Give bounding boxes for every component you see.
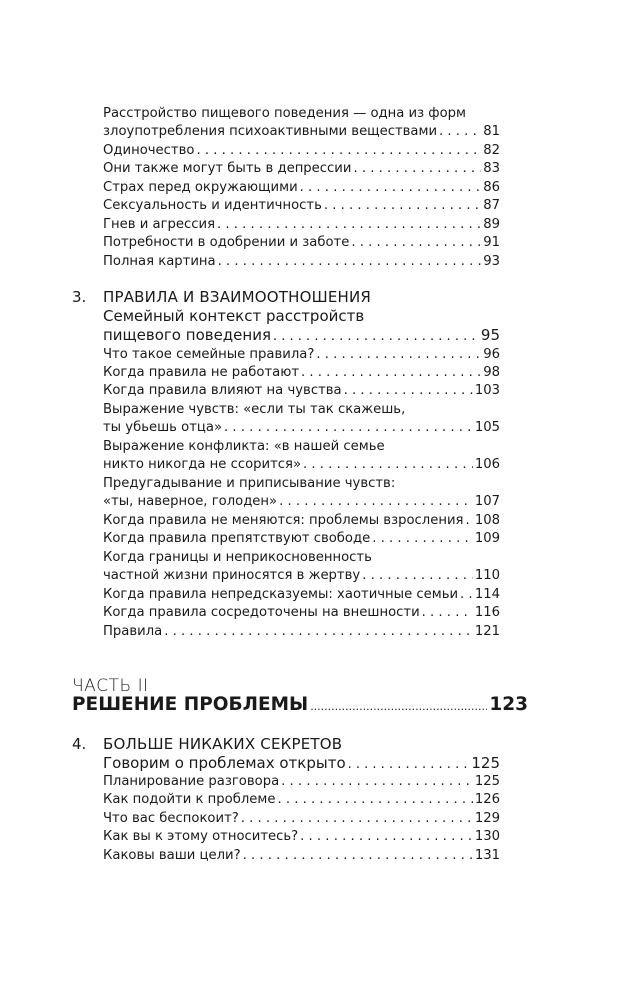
- toc-entry-page: 116: [474, 605, 500, 620]
- chapter-subtitle-line2: пищевого поведения: [103, 325, 271, 344]
- toc-entry: [103, 216, 500, 234]
- dot-leader: [243, 847, 473, 865]
- dot-leader: [218, 253, 482, 271]
- toc-entry-title: злоупотребления психоактивными веществами: [103, 124, 438, 140]
- toc-entry: [103, 160, 500, 178]
- dot-leader: [348, 756, 470, 775]
- part-label: ЧАСТЬ II: [72, 676, 149, 696]
- chapter-number: 3.: [72, 288, 87, 306]
- toc-entry-title: Одиночество: [103, 143, 195, 158]
- dot-leader: [422, 604, 473, 622]
- toc-entry: [103, 253, 500, 271]
- toc-entry-title: Когда правила не работают: [103, 365, 299, 380]
- toc-entry: [103, 847, 500, 865]
- dot-leader: [460, 586, 473, 604]
- toc-entry-page: 121: [474, 624, 500, 639]
- toc-entry-page: 114: [474, 587, 500, 602]
- dot-leader: [277, 791, 472, 809]
- dot-leader: [281, 773, 473, 791]
- toc-entry-page: 109: [474, 531, 500, 546]
- toc-entry-page: 126: [474, 792, 500, 807]
- toc-entry-page: 86: [483, 180, 500, 195]
- toc-entry-title-line1: Расстройство пищевого поведения — одна из форм: [103, 106, 466, 121]
- toc-entry: [103, 105, 500, 142]
- dot-leader: [217, 216, 481, 234]
- dot-leader: [300, 828, 473, 846]
- toc-entry-title: Полная картина: [103, 254, 216, 269]
- chapter-number: 4.: [72, 735, 87, 753]
- toc-entry-page: 110: [474, 568, 500, 584]
- toc-entry-page: 89: [483, 217, 500, 232]
- toc-entry-page: 107: [474, 494, 500, 510]
- toc-entry-title: Сексуальность и идентичность: [103, 198, 322, 213]
- toc-entry: [103, 179, 500, 197]
- toc-entry: [103, 346, 500, 364]
- chapter-subtitle-text: Говорим о проблемах открыто: [103, 754, 346, 772]
- chapter-page: 125: [471, 754, 500, 772]
- toc-entry-title: Когда правила не меняются: проблемы взросления: [103, 513, 464, 528]
- toc-entry-title: Когда правила влияют на чувства: [103, 383, 342, 398]
- chapter-page: 95: [480, 325, 500, 344]
- dot-leader: [372, 530, 473, 548]
- toc-entry-page: 108: [474, 513, 500, 528]
- chapter-title: БОЛЬШЕ НИКАКИХ СЕКРЕТОВ: [103, 735, 343, 753]
- toc-entry-title: Каковы ваши цели?: [103, 848, 241, 863]
- chapter-title: ПРАВИЛА И ВЗАИМООТНОШЕНИЯ: [103, 288, 372, 306]
- dot-leader: [351, 234, 481, 252]
- dot-leader: [344, 382, 473, 400]
- dot-leader: [241, 810, 473, 828]
- toc-entry: [103, 382, 500, 400]
- dot-leader: [303, 456, 473, 474]
- toc-entry-title: Что вас беспокоит?: [103, 811, 239, 826]
- toc-entry: [103, 604, 500, 622]
- toc-entry-page: 83: [483, 161, 500, 176]
- toc-entry-title: «ты, наверное, голоден»: [103, 494, 278, 510]
- dot-leader: [362, 567, 473, 585]
- toc-entry-title: Правила: [103, 624, 163, 639]
- toc-entry-page: 105: [474, 420, 500, 436]
- chapter-subtitle-line1: Семейный контекст расстройств: [103, 307, 365, 325]
- toc-entry-page: 103: [474, 383, 500, 398]
- toc-entry-title: Когда правила препятствуют свободе: [103, 531, 371, 546]
- toc-entry: [103, 586, 500, 604]
- toc-entry-title: Страх перед окружающими: [103, 180, 298, 195]
- dot-leader: [164, 623, 473, 641]
- toc-entry-page: 81: [483, 124, 500, 140]
- dot-leader: [465, 512, 472, 530]
- dot-leader: [273, 328, 479, 347]
- toc-entry: [103, 234, 500, 252]
- toc-entry-page: 87: [483, 198, 500, 213]
- toc-entry-page: 106: [474, 457, 500, 473]
- toc-entry: [103, 623, 500, 641]
- dot-leader: [301, 364, 481, 382]
- toc-entry: [103, 364, 500, 382]
- chapter-3-heading: [72, 288, 500, 348]
- toc-entry-title: Когда правила сосредоточены на внешности: [103, 605, 420, 620]
- toc-entry: [103, 530, 500, 548]
- toc-entry: [103, 828, 500, 846]
- toc-entry-page: 129: [474, 811, 500, 826]
- toc-entry-page: 96: [483, 347, 500, 362]
- toc-entry-page: 130: [474, 829, 500, 844]
- dot-leader: [300, 179, 482, 197]
- toc-entry: [103, 512, 500, 530]
- toc-entry-title: Когда правила непредсказуемы: хаотичные семьи: [103, 587, 459, 602]
- toc-entry: [103, 438, 500, 475]
- toc-entry-page: 91: [483, 235, 500, 250]
- toc-entry-title-line1: Выражение чувств: «если ты так скажешь,: [103, 402, 406, 417]
- toc-entry-title: ты убьешь отца»: [103, 420, 223, 436]
- toc-entry-title-line1: Выражение конфликта: «в нашей семье: [103, 439, 385, 454]
- dot-leader: [196, 142, 481, 160]
- toc-entry-title: никто никогда не ссорится»: [103, 457, 302, 473]
- toc-entry-title-line1: Когда границы и неприкосновенность: [103, 550, 372, 565]
- dot-leader: [353, 160, 481, 178]
- dot-leader: [224, 419, 473, 437]
- toc-entry-title: Они также могут быть в депрессии: [103, 161, 352, 176]
- toc-entry-page: 125: [474, 774, 500, 789]
- toc-entry-page: 82: [483, 143, 500, 158]
- toc-entry: [103, 791, 500, 809]
- toc-entry-page: 93: [483, 254, 500, 269]
- toc-entry-title-line1: Предугадывание и приписывание чувств:: [103, 476, 396, 491]
- toc-entry-title: Что такое семейные правила?: [103, 347, 315, 362]
- dot-leader: [324, 197, 481, 215]
- toc-entry-title: Потребности в одобрении и заботе: [103, 235, 350, 250]
- toc-entry-title: частной жизни приносятся в жертву: [103, 568, 361, 584]
- part-page: 123: [489, 694, 528, 715]
- toc-entry: [103, 475, 500, 512]
- toc-entry-page: 98: [483, 365, 500, 380]
- toc-entry: [103, 549, 500, 586]
- chapter-subtitle: [103, 754, 500, 775]
- toc-entry: [103, 401, 500, 438]
- toc-entry-title: Планирование разговора: [103, 774, 280, 789]
- dot-leader: [439, 123, 481, 141]
- chapter-4-heading: [72, 735, 500, 775]
- toc-entry: [103, 810, 500, 828]
- toc-entry: [103, 197, 500, 215]
- dot-leader: [279, 493, 473, 511]
- part-title-text: РЕШЕНИЕ ПРОБЛЕМЫ: [72, 694, 309, 715]
- toc-entry-page: 131: [474, 848, 500, 863]
- toc-entry-title: Гнев и агрессия: [103, 217, 216, 232]
- chapter-subtitle: [103, 307, 500, 346]
- toc-entry-title: Как подойти к проблеме: [103, 792, 276, 807]
- toc-entry: [103, 773, 500, 791]
- part-title: [72, 694, 528, 715]
- toc-entry: [103, 142, 500, 160]
- dot-leader: [310, 700, 487, 713]
- dot-leader: [316, 346, 481, 364]
- toc-entry-title: Как вы к этому относитесь?: [103, 829, 299, 844]
